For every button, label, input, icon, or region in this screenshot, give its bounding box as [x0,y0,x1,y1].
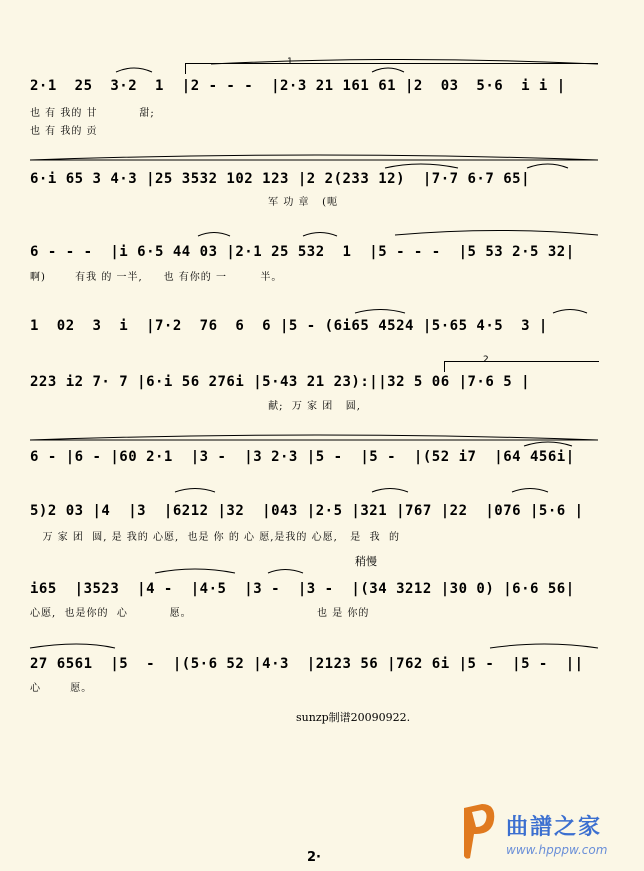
transcriber-credit: sunzp制谱20090922. [296,711,411,724]
volta-number-1: 1 [287,57,293,67]
lyric-line-7: 万 家 团 圆, 是 我的 心愿, 也是 你 的 心 愿,是我的 心愿, 是 我 的 [30,532,401,543]
score-line-3: 6 - - - |i 6·5 44 03 |2·1 25 532 1 |5 - - - |5 53 2·5 32| [30,244,575,260]
lyric-line-9: 心 愿。 [30,683,93,694]
lyric-line-1b: 也 有 我的 贡 [30,126,98,137]
score-line-7: 5)2 03 |4 |3 |6212 |32 |043 |2·5 |321 |767 |22 |076 |5·6 | [30,503,584,519]
score-line-8: i65 |3523 |4 - |4·5 |3 - |3 - |(34 3212 |30 0) |6·6 56| [30,581,575,597]
volta-bracket-1 [185,63,598,74]
lyric-line-2: 军 功 章 (呃 [30,197,338,208]
tempo-marking: 稍慢 [355,555,377,568]
lyric-line-5: 献; 万 家 团 圆, [30,401,361,412]
volta-number-2: 2 [483,355,489,365]
logo-url: www.hpppw.com [506,843,608,857]
site-logo [456,800,636,862]
lyric-line-8: 心愿, 也是你的 心 愿。 也 是 你的 [30,608,370,619]
score-line-2: 6·i 65 3 4·3 |25 3532 102 123 |2 2(233 12) |7·7 6·7 65| [30,171,531,187]
logo-brand-text: 曲譜之家 [506,815,603,840]
score-line-6: 6 - |6 - |60 2·1 |3 - |3 2·3 |5 - |5 - |(52 i7 |64 456i| [30,449,575,465]
score-line-9: 27 6561 |5 - |(5·6 52 |4·3 |2123 56 |762 6i |5 - |5 - || [30,656,584,672]
volta-bracket-2 [444,361,599,372]
score-line-1: 2·1 25 3·2 1 |2 - - - |2·3 21 161 61 |2 03 5·6 i i | [30,78,566,94]
score-line-4: 1 02 3 i |7·2 76 6 6 |5 - (6i65 4524 |5·65 4·5 3 | [30,318,548,334]
logo-mark-icon [456,800,500,862]
lyric-line-1a: 也 有 我的 甘 甜; [30,108,155,119]
score-line-5: 223 i2 7· 7 |6·i 56 276i |5·43 21 23):||32 5 06 |7·6 5 | [30,374,531,390]
lyric-line-3: 啊) 有我 的 一半, 也 有你的 一 半。 [30,272,283,283]
page-number: 2· [307,850,321,865]
